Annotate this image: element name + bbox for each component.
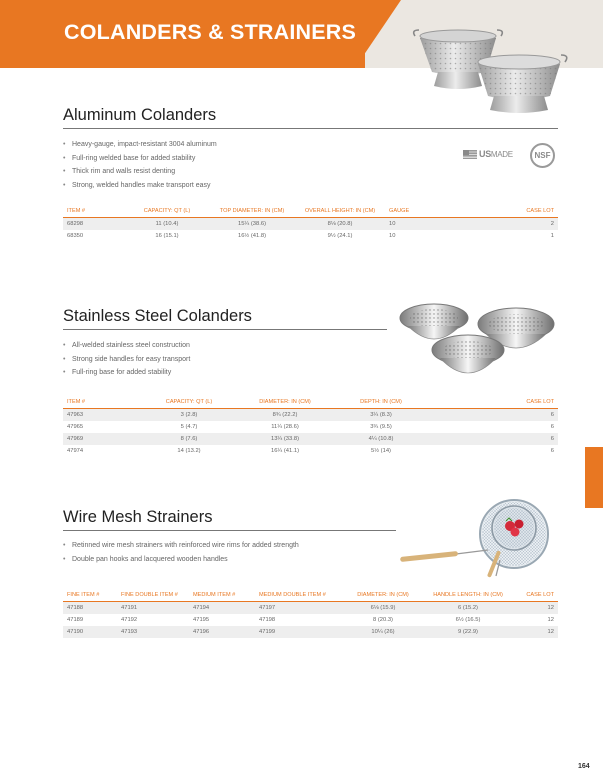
table-cell: 47198 — [259, 616, 276, 623]
table-cell: 2 — [435, 218, 558, 230]
table-row — [63, 421, 558, 433]
table-cell: 47195 — [193, 616, 210, 623]
table-row — [63, 614, 558, 626]
column-header: DIAMETER: IN (CM) — [237, 399, 333, 409]
table-cell: 9 (22.9) — [423, 626, 513, 638]
table-row — [63, 218, 558, 230]
column-header: ITEM # — [63, 208, 125, 218]
table-cell: 10 — [389, 232, 396, 239]
table-row — [63, 433, 558, 445]
table-cell: 5 (4.7) — [180, 423, 198, 430]
header-banner-slant — [355, 0, 401, 68]
table-cell: 16¼ (41.1) — [270, 447, 300, 454]
table-cell: 3 (2.8) — [141, 409, 237, 421]
table-cell: 16 (15.1) — [155, 232, 179, 239]
table-row — [63, 626, 558, 638]
table-cell: 47963 — [63, 409, 141, 421]
us-flag-icon — [463, 150, 477, 159]
table-cell: 47188 — [63, 602, 117, 614]
column-header: HANDLE LENGTH: IN (CM) — [423, 592, 513, 602]
table-cell: 47196 — [189, 626, 255, 638]
column-header: TOP DIAMETER: IN (CM) — [209, 208, 295, 218]
list-item: • All-welded stainless steel construction — [63, 339, 190, 353]
table-cell: 6 — [550, 447, 554, 454]
page-number: 164 — [578, 763, 590, 770]
table-cell: 8 (7.6) — [141, 433, 237, 445]
list-item: • Heavy-gauge, impact-resistant 3004 aluminum — [63, 138, 217, 152]
table-cell: 6 — [429, 433, 558, 445]
column-header: CASE LOT — [513, 592, 558, 602]
table-cell: 47965 — [67, 423, 84, 430]
table-cell: 6 — [429, 409, 558, 421]
table-header-row — [63, 592, 558, 602]
made-in-usa-text: USMADE — [479, 149, 513, 159]
table-cell: 47199 — [255, 626, 343, 638]
column-header: FINE ITEM # — [63, 592, 117, 602]
list-item: • Thick rim and walls resist denting — [63, 165, 217, 179]
aluminum-feature-list — [63, 138, 217, 192]
list-item: • Double pan hooks and lacquered wooden handles — [63, 553, 299, 567]
table-cell: 11¼ (28.6) — [271, 423, 299, 430]
table-cell: 47193 — [117, 626, 189, 638]
stainless-section-rule — [63, 329, 387, 330]
table-cell: 47969 — [63, 433, 141, 445]
list-item: • Full-ring welded base for added stability — [63, 152, 217, 166]
table-cell: 16½ (41.8) — [237, 232, 267, 239]
table-row — [63, 409, 558, 421]
column-header: GAUGE — [385, 208, 435, 218]
stainless-section-title: Stainless Steel Colanders — [63, 307, 252, 325]
table-cell: 13¼ (33.8) — [237, 433, 333, 445]
table-cell: 68350 — [67, 232, 84, 239]
wire-mesh-spec-table — [63, 592, 558, 638]
table-cell: 47194 — [189, 602, 255, 614]
table-cell: 47189 — [67, 616, 84, 623]
table-cell: 47191 — [117, 602, 189, 614]
table-cell: 47192 — [121, 616, 138, 623]
table-cell: 10 — [385, 218, 435, 230]
table-cell: 14 (13.2) — [177, 447, 201, 454]
stainless-feature-list — [63, 339, 190, 380]
column-header: CAPACITY: QT (L) — [141, 399, 237, 409]
table-cell: 9½ (24.1) — [327, 232, 353, 239]
table-cell: 47974 — [67, 447, 84, 454]
table-cell: 47197 — [255, 602, 343, 614]
table-cell: 8 (20.3) — [373, 616, 393, 623]
table-cell: 8¾ (22.2) — [237, 409, 333, 421]
table-cell: 6 (15.2) — [423, 602, 513, 614]
table-cell: 12 — [513, 602, 558, 614]
table-cell: 5½ (14) — [371, 447, 391, 454]
table-cell: 3¾ (9.5) — [370, 423, 392, 430]
wire-mesh-feature-list — [63, 539, 299, 566]
table-cell: 3¼ (8.3) — [333, 409, 429, 421]
list-item: • Retinned wire mesh strainers with reinforced wire rims for added strength — [63, 539, 299, 553]
table-header-row — [63, 208, 558, 218]
column-header: DIAMETER: IN (CM) — [343, 592, 423, 602]
table-cell: 47190 — [63, 626, 117, 638]
column-header: CASE LOT — [429, 399, 558, 409]
aluminum-section-rule — [63, 128, 558, 129]
table-cell: 12 — [547, 616, 554, 623]
table-cell: 1 — [550, 232, 554, 239]
table-cell: 6⅛ (15.9) — [343, 602, 423, 614]
table-cell: 6 — [550, 423, 554, 430]
table-header-row — [63, 399, 558, 409]
list-item: • Strong side handles for easy transport — [63, 353, 190, 367]
table-cell: 11 (10.4) — [125, 218, 209, 230]
wire-mesh-section-rule — [63, 530, 396, 531]
column-header: OVERALL HEIGHT: IN (CM) — [295, 208, 385, 218]
column-header: FINE DOUBLE ITEM # — [117, 592, 189, 602]
aluminum-colanders-photo — [408, 6, 578, 116]
table-row — [63, 230, 558, 242]
column-header: CASE LOT — [435, 208, 558, 218]
table-cell: 8⅛ (20.8) — [295, 218, 385, 230]
table-cell: 15¼ (38.6) — [209, 218, 295, 230]
list-item: • Full-ring base for added stability — [63, 366, 190, 380]
column-header: DEPTH: IN (CM) — [333, 399, 429, 409]
column-header: ITEM # — [63, 399, 141, 409]
column-header: CAPACITY: QT (L) — [125, 208, 209, 218]
aluminum-spec-table — [63, 208, 558, 242]
made-in-usa-logo — [463, 149, 513, 159]
table-cell: 10¼ (26) — [343, 626, 423, 638]
column-header: MEDIUM DOUBLE ITEM # — [255, 592, 343, 602]
column-header: MEDIUM ITEM # — [189, 592, 255, 602]
table-row — [63, 445, 558, 457]
table-cell: 6½ (16.5) — [455, 616, 481, 623]
stainless-spec-table — [63, 399, 558, 457]
wire-mesh-strainers-photo — [396, 496, 558, 578]
table-cell: 68298 — [63, 218, 125, 230]
section-side-tab — [585, 447, 603, 508]
stainless-colanders-photo — [396, 296, 558, 384]
table-row — [63, 602, 558, 614]
table-cell: 4¼ (10.8) — [333, 433, 429, 445]
page-title: COLANDERS & STRAINERS — [64, 20, 357, 44]
list-item: • Strong, welded handles make transport easy — [63, 179, 217, 193]
table-cell: 12 — [513, 626, 558, 638]
wire-mesh-section-title: Wire Mesh Strainers — [63, 508, 213, 526]
nsf-certification-logo: NSF — [530, 143, 555, 168]
aluminum-section-title: Aluminum Colanders — [63, 106, 217, 124]
